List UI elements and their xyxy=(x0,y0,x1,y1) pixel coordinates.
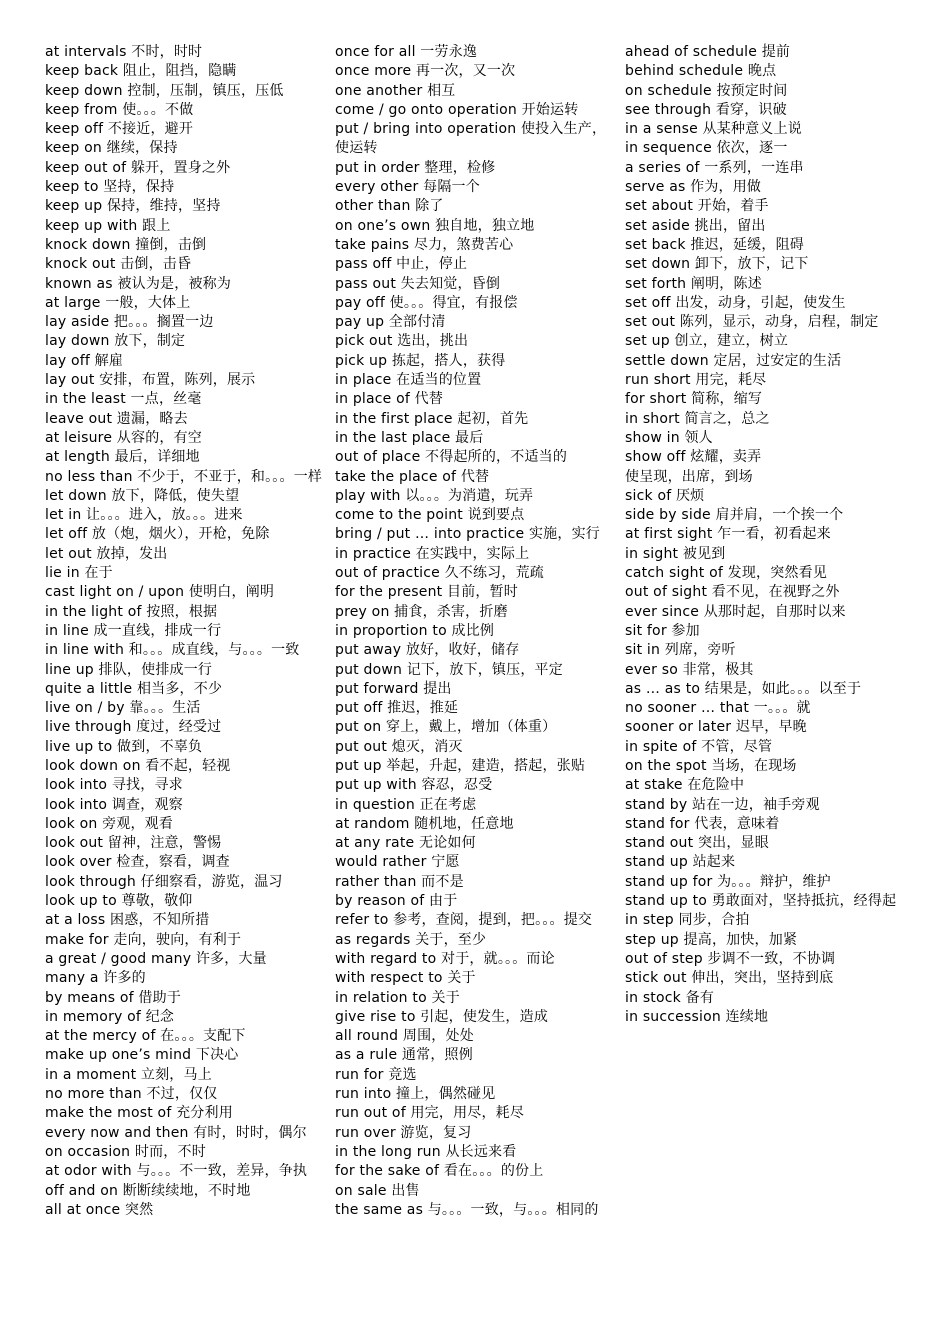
phrase-entry: at any rate 无论如何 xyxy=(335,835,476,852)
phrase-entry: at random 随机地，任意地 xyxy=(335,815,514,832)
phrase-entry: let in 让。。。进入，放。。。进来 xyxy=(45,507,243,524)
phrase-entry: at intervals 不时，时时 xyxy=(45,44,203,60)
phrase-entry: sooner or later 迟早，早晚 xyxy=(625,719,807,736)
phrase-entry: as a rule 通常，照例 xyxy=(335,1047,473,1064)
phrase-entry: stand up 站起来 xyxy=(625,854,736,871)
phrase-entry: all at once 突然 xyxy=(45,1201,154,1218)
phrase-entry: make for 走向，驶向，有利于 xyxy=(45,931,242,948)
phrase-entry: keep out of 躲开，置身之外 xyxy=(45,159,231,176)
phrase-entry: at large 一般，大体上 xyxy=(45,294,191,311)
phrase-entry: settle down 定居，过安定的生活 xyxy=(625,352,842,369)
phrase-entry: keep back 阻止，阻挡，隐瞒 xyxy=(45,63,237,80)
phrase-entry: let off 放（炮，烟火），开枪，免除 xyxy=(45,526,270,543)
phrase-entry: behind schedule 晚点 xyxy=(625,63,777,80)
phrase-entry: in a moment 立刻，马上 xyxy=(45,1066,212,1083)
phrase-entry: in stock 备有 xyxy=(625,989,715,1006)
phrase-entry: bring / put … into practice 实施，实行 xyxy=(335,526,600,543)
phrase-entry: look down on 看不起，轻视 xyxy=(45,757,231,774)
phrase-entry: set up 创立，建立，树立 xyxy=(625,333,789,350)
phrase-entry: keep from 使。。。不做 xyxy=(45,101,194,118)
phrase-entry: at leisure 从容的，有空 xyxy=(45,429,202,446)
phrase-entry: serve as 作为，用做 xyxy=(625,179,762,196)
phrase-entry: play with 以。。。为消遣，玩弄 xyxy=(335,487,534,504)
phrase-entry: put up 举起，升起，建造，搭起，张贴 xyxy=(335,757,586,774)
column-1 xyxy=(45,43,327,1220)
phrase-entry: ever so 非常，极其 xyxy=(625,661,754,678)
phrase-entry: put down 记下，放下，镇压，平定 xyxy=(335,661,563,678)
phrase-entry: in sequence 依次，逐一 xyxy=(625,140,788,157)
phrase-entry: set forth 阐明，陈述 xyxy=(625,275,762,292)
phrase-entry: stand up to 勇敢面对，坚持抵抗，经得起 xyxy=(625,893,897,910)
phrase-entry: in a sense 从某种意义上说 xyxy=(625,121,802,138)
phrase-entry: keep down 控制，压制，镇压，压低 xyxy=(45,82,284,99)
phrase-entry: with regard to 对于，就。。。而论 xyxy=(335,950,555,967)
phrase-entry: on occasion 时而，不时 xyxy=(45,1143,206,1160)
phrase-entry: stand for 代表，意味着 xyxy=(625,815,780,832)
phrase-entry: give rise to 引起，使发生，造成 xyxy=(335,1008,549,1025)
column-2 xyxy=(335,43,617,1220)
phrase-entry: a series of 一系列，一连串 xyxy=(625,159,804,176)
phrase-entry: in place 在适当的位置 xyxy=(335,372,482,389)
phrase-entry: at first sight 乍一看，初看起来 xyxy=(625,526,831,543)
phrase-entry: in relation to 关于 xyxy=(335,989,460,1006)
phrase-entry: step up 提高，加快，加紧 xyxy=(625,931,798,948)
column-3 xyxy=(625,43,907,1027)
phrase-entry: prey on 捕食，杀害，折磨 xyxy=(335,603,508,620)
phrase-entry: pay off 使。。。得宜，有报偿 xyxy=(335,294,518,311)
phrase-entry: out of practice 久不练习，荒疏 xyxy=(335,565,544,582)
phrase-entry: sit in 列席，旁听 xyxy=(625,642,736,659)
phrase-entry: see through 看穿，识破 xyxy=(625,101,787,118)
phrase-entry: in practice 在实践中，实际上 xyxy=(335,545,530,562)
phrase-entry: knock out 击倒，击昏 xyxy=(45,256,192,273)
phrase-entry: make up one’s mind 下决心 xyxy=(45,1047,239,1064)
phrase-entry: once more 再一次，又一次 xyxy=(335,63,516,80)
phrase-entry: at length 最后，详细地 xyxy=(45,449,200,466)
phrase-entry: by reason of 由于 xyxy=(335,893,458,910)
phrase-entry: set about 开始，着手 xyxy=(625,198,769,215)
phrase-entry: ahead of schedule 提前 xyxy=(625,44,791,60)
phrase-entry: other than 除了 xyxy=(335,198,444,215)
phrase-entry: pass out 失去知觉，昏倒 xyxy=(335,275,501,292)
phrase-entry: run into 撞上，偶然碰见 xyxy=(335,1086,496,1103)
phrase-entry: put off 推迟，推延 xyxy=(335,700,459,717)
phrase-entry: on one’s own 独自地，独立地 xyxy=(335,217,535,234)
phrase-entry: put out 熄灭，消灭 xyxy=(335,738,463,755)
phrase-entry: keep off 不接近，避开 xyxy=(45,121,194,138)
phrase-entry: every other 每隔一个 xyxy=(335,179,480,196)
phrase-entry: look over 检查，察看，调查 xyxy=(45,854,230,871)
phrase-entry: put away 放好，收好，储存 xyxy=(335,642,520,659)
phrase-entry: keep on 继续，保持 xyxy=(45,140,178,157)
phrase-entry: live up to 做到，不辜负 xyxy=(45,738,203,755)
phrase-entry: in step 同步，合拍 xyxy=(625,912,750,929)
phrase-entry: take the place of 代替 xyxy=(335,468,490,485)
phrase-entry: leave out 遗漏，略去 xyxy=(45,410,188,427)
phrase-entry: once for all 一劳永逸 xyxy=(335,44,478,60)
phrase-entry: keep up 保持，维持，坚持 xyxy=(45,198,221,215)
phrase-entry: make the most of 充分利用 xyxy=(45,1105,233,1122)
phrase-entry: in place of 代替 xyxy=(335,391,444,408)
phrase-entry: quite a little 相当多，不少 xyxy=(45,680,223,697)
phrase-entry: at the mercy of 在。。。支配下 xyxy=(45,1028,246,1045)
phrase-entry: set down 卸下，放下，记下 xyxy=(625,256,809,273)
phrase-entry: look through 仔细察看，游览，温习 xyxy=(45,873,283,890)
phrase-entry: pick up 拣起，搭人，获得 xyxy=(335,352,506,369)
phrase-entry: come / go onto operation 开始运转 xyxy=(335,101,579,118)
phrase-entry: in the least 一点，丝毫 xyxy=(45,391,202,408)
phrase-entry: no sooner … that 一。。。就 xyxy=(625,700,811,717)
phrase-entry: come to the point 说到要点 xyxy=(335,507,525,524)
phrase-entry: at odor with 与。。。不一致，差异，争执 xyxy=(45,1163,308,1180)
phrase-entry: look on 旁观，观看 xyxy=(45,815,174,832)
phrase-entry: at a loss 困惑，不知所措 xyxy=(45,912,210,929)
phrase-entry: in the last place 最后 xyxy=(335,429,484,446)
phrase-entry: line up 排队，使排成一行 xyxy=(45,661,213,678)
phrase-entry: a great / good many 许多，大量 xyxy=(45,950,267,967)
phrase-entry: sit for 参加 xyxy=(625,622,700,639)
phrase-entry: off and on 断断续续地，不时地 xyxy=(45,1182,251,1199)
phrase-entry: put in order 整理，检修 xyxy=(335,159,496,176)
phrase-entry: on the spot 当场，在现场 xyxy=(625,757,797,774)
phrase-entry: lay out 安排，布置，陈列，展示 xyxy=(45,372,256,389)
phrase-entry: ever since 从那时起，自那时以来 xyxy=(625,603,846,620)
phrase-entry: look into 寻找，寻求 xyxy=(45,777,183,794)
phrase-entry: in sight 被见到 xyxy=(625,545,726,562)
phrase-entry: by means of 借助于 xyxy=(45,989,182,1006)
phrase-entry: would rather 宁愿 xyxy=(335,854,460,871)
phrase-entry: take pains 尽力，煞费苦心 xyxy=(335,236,514,253)
phrase-entry: put up with 容忍，忍受 xyxy=(335,777,493,794)
phrase-entry: rather than 而不是 xyxy=(335,873,464,890)
phrase-entry: in line with 和。。。成直线，与。。。一致 xyxy=(45,642,300,659)
phrase-entry: stand by 站在一边，袖手旁观 xyxy=(625,796,820,813)
phrase-entry: known as 被认为是，被称为 xyxy=(45,275,232,292)
phrase-entry: all round 周围，处处 xyxy=(335,1028,474,1045)
phrase-entry: for short 简称，缩写 xyxy=(625,391,763,408)
phrase-entry: no less than 不少于，不亚于，和。。。一样 xyxy=(45,468,323,485)
phrase-entry: many a 许多的 xyxy=(45,970,146,987)
phrase-entry: look up to 尊敬，敬仰 xyxy=(45,893,193,910)
phrase-entry: as regards 关于，至少 xyxy=(335,931,487,948)
phrase-entry: side by side 肩并肩，一个挨一个 xyxy=(625,507,844,524)
phrase-entry: put / bring into operation 使投入生产，使运转 xyxy=(335,121,607,157)
phrase-entry: for the sake of 看在。。。的份上 xyxy=(335,1163,544,1180)
phrase-entry: pass off 中止，停止 xyxy=(335,256,468,273)
phrase-entry: out of sight 看不见，在视野之外 xyxy=(625,584,840,601)
phrase-entry: out of place 不得起所的，不适当的 xyxy=(335,449,568,466)
phrase-entry: lie in 在于 xyxy=(45,565,113,582)
phrase-entry: in the light of 按照，根据 xyxy=(45,603,218,620)
phrase-entry: pick out 选出，挑出 xyxy=(335,333,469,350)
phrase-entry: put forward 提出 xyxy=(335,680,452,697)
phrase-entry: let out 放掉，发出 xyxy=(45,545,168,562)
phrase-entry: lay aside 把。。。搁置一边 xyxy=(45,314,214,331)
phrase-entry: refer to 参考，查阅，提到，把。。。提交 xyxy=(335,912,593,929)
phrase-entry: for the present 目前，暂时 xyxy=(335,584,518,601)
phrase-entry: in the first place 起初，首先 xyxy=(335,410,529,427)
phrase-entry: as … as to 结果是，如此。。。以至于 xyxy=(625,680,862,697)
phrase-entry: set out 陈列，显示，动身，启程，制定 xyxy=(625,314,879,331)
phrase-entry: in question 正在考虑 xyxy=(335,796,477,813)
phrase-entry: with respect to 关于 xyxy=(335,970,476,987)
phrase-entry: live through 度过，经受过 xyxy=(45,719,222,736)
phrase-entry: stand out 突出，显眼 xyxy=(625,835,769,852)
phrase-entry: no more than 不过，仅仅 xyxy=(45,1086,218,1103)
phrase-entry: in memory of 纪念 xyxy=(45,1008,175,1025)
phrase-entry: set back 推迟，延缓，阻碍 xyxy=(625,236,804,253)
phrase-entry: the same as 与。。。一致，与。。。相同的 xyxy=(335,1201,599,1218)
phrase-entry: run over 游览，复习 xyxy=(335,1124,472,1141)
phrase-entry: one another 相互 xyxy=(335,82,456,99)
phrase-entry: lay down 放下，制定 xyxy=(45,333,186,350)
phrase-entry: on schedule 按预定时间 xyxy=(625,82,788,99)
phrase-entry: let down 放下，降低，使失望 xyxy=(45,487,240,504)
phrase-entry: 使呈现，出席，到场 xyxy=(625,468,753,485)
phrase-entry: cast light on / upon 使明白，阐明 xyxy=(45,584,275,601)
phrase-entry: in proportion to 成比例 xyxy=(335,622,495,639)
phrase-entry: at stake 在危险中 xyxy=(625,777,745,794)
phrase-entry: put on 穿上，戴上，增加（体重） xyxy=(335,719,557,736)
phrase-entry: sick of 厌烦 xyxy=(625,487,705,504)
phrase-entry: pay up 全部付清 xyxy=(335,314,446,331)
phrase-entry: set off 出发，动身，引起，使发生 xyxy=(625,294,846,311)
phrase-entry: stick out 伸出，突出，坚持到底 xyxy=(625,970,834,987)
phrase-entry: out of step 步调不一致，不协调 xyxy=(625,950,836,967)
phrase-entry: set aside 挑出，留出 xyxy=(625,217,766,234)
phrase-entry: on sale 出售 xyxy=(335,1182,420,1199)
phrase-entry: run for 竞选 xyxy=(335,1066,417,1083)
phrase-entry: every now and then 有时，时时，偶尔 xyxy=(45,1124,307,1141)
phrase-entry: in the long run 从长远来看 xyxy=(335,1143,517,1160)
phrase-entry: lay off 解雇 xyxy=(45,352,124,369)
phrase-entry: look out 留神，注意，警惕 xyxy=(45,835,222,852)
phrase-entry: catch sight of 发现，突然看见 xyxy=(625,565,828,582)
phrase-entry: run short 用完，耗尽 xyxy=(625,372,767,389)
phrase-entry: knock down 撞倒，击倒 xyxy=(45,236,207,253)
phrase-entry: stand up for 为。。。辩护，维护 xyxy=(625,873,831,890)
phrase-entry: show in 领人 xyxy=(625,429,713,446)
phrase-entry: in line 成一直线，排成一行 xyxy=(45,622,222,639)
phrase-entry: in spite of 不管，尽管 xyxy=(625,738,773,755)
phrase-entry: live on / by 靠。。。生活 xyxy=(45,700,201,717)
phrase-entry: show off 炫耀，卖弄 xyxy=(625,449,762,466)
phrase-entry: keep up with 跟上 xyxy=(45,217,171,234)
phrase-entry: look into 调查，观察 xyxy=(45,796,183,813)
phrase-entry: in short 简言之，总之 xyxy=(625,410,770,427)
phrase-entry: run out of 用完，用尽，耗尽 xyxy=(335,1105,525,1122)
phrase-entry: in succession 连续地 xyxy=(625,1008,769,1025)
phrase-entry: keep to 坚持，保持 xyxy=(45,179,175,196)
